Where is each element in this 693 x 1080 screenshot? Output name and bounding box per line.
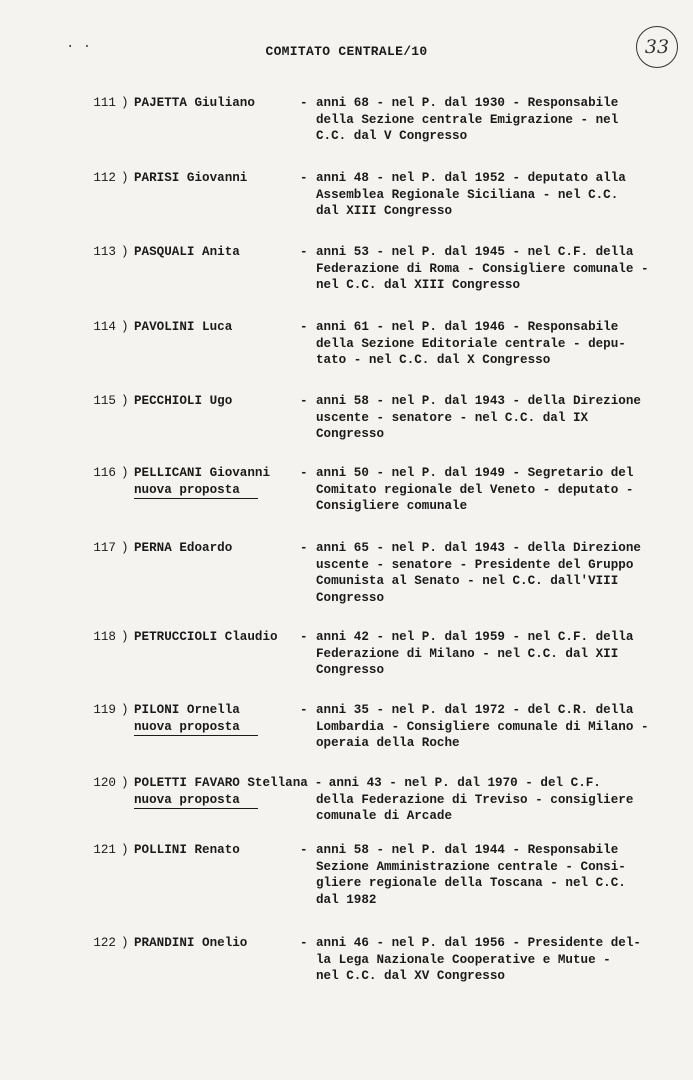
entry-paren: ) — [121, 776, 129, 790]
entry-paren: ) — [121, 541, 129, 555]
description-line: Assemblea Regionale Siciliana - nel C.C. — [316, 187, 619, 202]
description-line: della Sezione Editoriale centrale - depu- — [316, 336, 626, 351]
description-line: della Federazione di Treviso - consigliere — [316, 792, 634, 807]
description-line: Congresso — [316, 427, 385, 441]
entry-dash: - — [300, 936, 308, 950]
member-name: PASQUALI Anita — [134, 245, 240, 259]
entry-dash: - — [300, 541, 308, 555]
entry-number: 113 — [93, 245, 116, 259]
entry-paren: ) — [121, 703, 129, 717]
member-description — [316, 842, 686, 908]
entry-dash: - — [300, 466, 308, 480]
description-line: Congresso — [316, 663, 385, 677]
member-name: PAVOLINI Luca — [134, 320, 233, 334]
description-line: operaia della Roche — [316, 736, 460, 750]
entry-paren: ) — [121, 630, 129, 644]
description-line: Federazione di Milano - nel C.C. dal XII — [316, 646, 619, 661]
member-name: PAJETTA Giuliano — [134, 96, 255, 110]
entry-dash: - — [314, 776, 323, 790]
description-line: la Lega Nazionale Cooperative e Mutue - — [316, 952, 611, 967]
description-line: anni 42 - nel P. dal 1959 - nel C.F. della — [316, 630, 634, 644]
member-description — [316, 702, 686, 752]
page-title: COMITATO CENTRALE/10 — [265, 44, 428, 59]
description-line: anni 46 - nel P. dal 1956 - Presidente del- — [316, 936, 641, 950]
description-line: anni 43 - nel P. dal 1970 - del C.F. — [328, 776, 601, 790]
entry-number: 119 — [93, 703, 116, 717]
description-line: Consigliere comunale — [316, 499, 468, 513]
entry-dash: - — [300, 171, 308, 185]
member-name: PILONI Ornella — [134, 703, 240, 717]
member-description — [316, 170, 686, 220]
corner-marks: . . — [66, 36, 92, 52]
new-proposal-note: nuova proposta — [134, 719, 258, 737]
entry-number: 111 — [93, 96, 116, 110]
entry-paren: ) — [121, 936, 129, 950]
entry-dash: - — [300, 394, 308, 408]
entry-number: 115 — [93, 394, 116, 408]
description-line: anni 35 - nel P. dal 1972 - del C.R. della — [316, 703, 634, 717]
description-line: dal 1982 — [316, 892, 377, 907]
member-name: POLLINI Renato — [134, 843, 240, 857]
member-description — [316, 629, 686, 679]
member-description — [316, 393, 686, 443]
entry-number: 121 — [93, 843, 116, 857]
new-proposal-note: nuova proposta — [134, 482, 258, 500]
description-line: anni 65 - nel P. dal 1943 - della Direzione — [316, 541, 641, 555]
description-line: C.C. dal V Congresso — [316, 129, 468, 143]
entry-dash: - — [300, 245, 308, 259]
entry-dash: - — [300, 843, 308, 857]
entry-paren: ) — [121, 96, 129, 110]
description-line: comunale di Arcade — [316, 809, 453, 823]
entry-dash: - — [300, 703, 308, 717]
description-line: nel C.C. dal XIII Congresso — [316, 278, 521, 292]
entry-paren: ) — [121, 171, 129, 185]
member-description — [316, 319, 686, 369]
description-line: anni 50 - nel P. dal 1949 - Segretario del — [316, 466, 634, 480]
description-line: Sezione Amministrazione centrale - Consi- — [316, 859, 626, 874]
description-line: anni 58 - nel P. dal 1944 - Responsabile — [316, 843, 619, 857]
entry-dash: - — [300, 630, 308, 644]
entry-paren: ) — [121, 320, 129, 334]
description-line: anni 53 - nel P. dal 1945 - nel C.F. della — [316, 245, 634, 259]
entry-paren: ) — [121, 466, 129, 480]
member-description — [316, 244, 686, 294]
member-name: POLETTI FAVARO Stellana — [134, 776, 308, 790]
entry-number: 122 — [93, 936, 116, 950]
page-number: 33 — [636, 26, 678, 68]
member-name: PETRUCCIOLI Claudio — [134, 630, 278, 644]
description-line: Comitato regionale del Veneto - deputato - — [316, 482, 634, 497]
entry-number: 118 — [93, 630, 116, 644]
description-line: uscente - senatore - Presidente del Gruppo — [316, 557, 634, 572]
entry-number: 114 — [93, 320, 116, 334]
description-line: uscente - senatore - nel C.C. dal IX — [316, 410, 589, 425]
entry-paren: ) — [121, 245, 129, 259]
description-line: dal XIII Congresso — [316, 204, 453, 218]
entry-dash: - — [300, 96, 308, 110]
description-line: anni 58 - nel P. dal 1943 - della Direzione — [316, 394, 641, 408]
description-line: anni 61 - nel P. dal 1946 - Responsabile — [316, 320, 619, 334]
entry-paren: ) — [121, 394, 129, 408]
description-line: Lombardia - Consigliere comunale di Milano - — [316, 719, 649, 734]
member-name: PRANDINI Onelio — [134, 936, 248, 950]
entry-number: 112 — [93, 171, 116, 185]
member-name: PARISI Giovanni — [134, 171, 248, 185]
member-name: PELLICANI Giovanni — [134, 466, 271, 480]
entry-number: 120 — [93, 776, 116, 790]
description-line: Congresso — [316, 590, 385, 605]
description-line: nel C.C. dal XV Congresso — [316, 969, 505, 983]
description-line: Federazione di Roma - Consigliere comunale - — [316, 261, 649, 276]
entry-dash: - — [300, 320, 308, 334]
entry-number: 117 — [93, 541, 116, 555]
description-line: della Sezione centrale Emigrazione - nel — [316, 112, 619, 127]
description-line: anni 48 - nel P. dal 1952 - deputato alla — [316, 171, 626, 185]
description-line: tato - nel C.C. dal X Congresso — [316, 353, 551, 367]
member-description — [316, 775, 686, 825]
description-line: Comunista al Senato - nel C.C. dall'VIII — [316, 574, 619, 588]
member-description — [316, 935, 686, 985]
member-description — [316, 540, 686, 606]
member-description — [316, 465, 686, 515]
member-name: PECCHIOLI Ugo — [134, 394, 233, 408]
entry-paren: ) — [121, 843, 129, 857]
entry-number: 116 — [93, 466, 116, 480]
member-description — [316, 95, 686, 145]
new-proposal-note: nuova proposta — [134, 792, 258, 810]
member-name: PERNA Edoardo — [134, 541, 233, 555]
description-line: anni 68 - nel P. dal 1930 - Responsabile — [316, 96, 619, 110]
description-line: gliere regionale della Toscana - nel C.C. — [316, 876, 626, 890]
